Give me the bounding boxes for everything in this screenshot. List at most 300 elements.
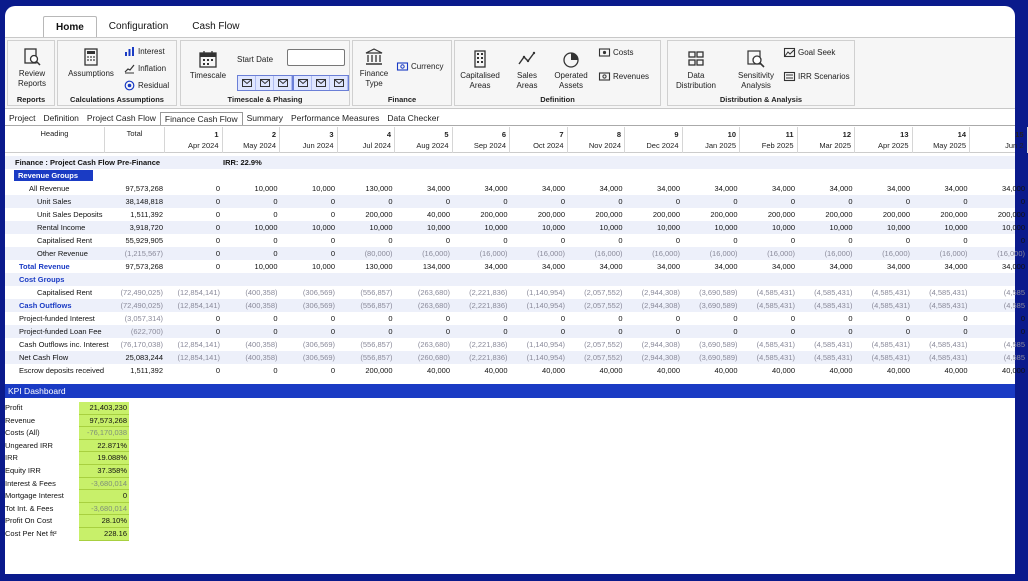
table-cell[interactable]: 34,000 <box>887 184 910 193</box>
kpi-value[interactable]: -3,680,014 <box>79 478 129 491</box>
table-row[interactable] <box>5 182 1025 195</box>
table-cell[interactable]: 0 <box>273 327 278 336</box>
finance-type-button[interactable] <box>356 47 392 89</box>
table-cell[interactable]: 200,000 <box>480 210 508 219</box>
table-cell[interactable]: (2,221,836) <box>469 288 508 297</box>
table-cell[interactable]: 0 <box>848 236 853 245</box>
table-cell[interactable]: (2,944,308) <box>641 301 680 310</box>
kpi-dashboard <box>5 398 1015 574</box>
table-cell[interactable]: (2,221,836) <box>469 301 508 310</box>
table-cell[interactable]: (12,854,141) <box>177 301 220 310</box>
table-row[interactable] <box>5 325 1025 338</box>
period-number: 11 <box>785 130 794 139</box>
table-cell[interactable]: 0 <box>330 249 335 258</box>
table-row[interactable] <box>5 299 1025 312</box>
table-cell[interactable]: (3,690,589) <box>699 353 738 362</box>
sheet-tab-project[interactable]: Project <box>9 113 36 123</box>
table-cell[interactable]: 200,000 <box>882 210 910 219</box>
table-row[interactable] <box>5 351 1025 364</box>
table-cell[interactable]: 200,000 <box>940 210 968 219</box>
capitalised-areas-label: Capitalised Areas <box>460 71 500 90</box>
table-cell[interactable]: (4,585,431) <box>929 288 968 297</box>
table-cell[interactable]: 10,000 <box>427 223 450 232</box>
table-cell[interactable]: 40,000 <box>427 366 450 375</box>
table-cell[interactable]: 0 <box>905 314 910 323</box>
table-cell[interactable]: 0 <box>618 236 623 245</box>
table-cell[interactable]: (16,000) <box>594 249 623 258</box>
table-cell[interactable]: (2,221,836) <box>469 340 508 349</box>
table-cell[interactable]: 10,000 <box>312 262 335 271</box>
kpi-value[interactable]: 19.088% <box>79 452 129 465</box>
table-cell[interactable]: (2,944,308) <box>641 353 680 362</box>
table-cell[interactable]: (80,000) <box>364 249 393 258</box>
table-cell[interactable]: 134,000 <box>422 262 450 271</box>
table-cell[interactable]: (4,585,431) <box>756 301 795 310</box>
group-distribution <box>667 40 855 106</box>
revenues-button[interactable] <box>599 71 649 82</box>
table-row[interactable] <box>5 234 1025 247</box>
phase-button-4[interactable] <box>294 76 312 90</box>
table-cell[interactable]: 0 <box>790 236 795 245</box>
table-cell[interactable]: 200,000 <box>767 210 795 219</box>
kpi-value[interactable]: 28.10% <box>79 515 129 528</box>
table-cell[interactable]: 34,000 <box>427 184 450 193</box>
table-cell[interactable]: (16,000) <box>767 249 795 258</box>
table-cell[interactable]: (400,358) <box>245 301 278 310</box>
table-cell[interactable]: 0 <box>273 366 278 375</box>
table-cell[interactable]: 0 <box>618 327 623 336</box>
table-cell[interactable]: 0 <box>273 314 278 323</box>
table-cell[interactable]: (4,585,431) <box>871 340 910 349</box>
table-cell[interactable]: 34,000 <box>484 262 508 271</box>
table-cell[interactable]: 0 <box>330 314 335 323</box>
table-cell[interactable]: 0 <box>388 314 393 323</box>
table-cell[interactable]: (16,000) <box>479 249 508 258</box>
start-date-input[interactable] <box>287 49 345 66</box>
table-cell[interactable]: (263,680) <box>417 340 450 349</box>
table-cell[interactable]: 34,000 <box>599 262 623 271</box>
sensitivity-analysis-button[interactable] <box>734 49 778 91</box>
residual-button[interactable] <box>124 80 169 91</box>
table-cell[interactable]: 10,000 <box>254 262 278 271</box>
table-cell[interactable]: 34,000 <box>657 184 680 193</box>
table-cell[interactable]: 10,000 <box>254 223 278 232</box>
table-cell[interactable]: (4,585,431) <box>814 288 853 297</box>
table-cell[interactable]: (3,690,589) <box>699 288 738 297</box>
table-cell[interactable]: (2,057,552) <box>584 288 623 297</box>
table-cell[interactable]: 0 <box>273 236 278 245</box>
period-number: 6 <box>501 130 506 139</box>
table-cell[interactable]: 0 <box>733 236 738 245</box>
inflation-button[interactable] <box>124 63 166 74</box>
start-date-label: Start Date <box>237 55 274 64</box>
sheet-tab-data-checker[interactable]: Data Checker <box>387 113 440 123</box>
row-total: 1,511,392 <box>130 210 163 219</box>
table-cell[interactable]: 10,000 <box>312 223 335 232</box>
period-date: Jun 2024 <box>302 141 334 150</box>
table-cell[interactable]: 40,000 <box>1002 366 1025 375</box>
table-cell[interactable]: 0 <box>790 314 795 323</box>
tab-configuration[interactable]: Configuration <box>108 21 169 32</box>
table-cell[interactable]: 0 <box>733 314 738 323</box>
group-timescale <box>180 40 350 106</box>
table-cell[interactable]: 0 <box>963 236 968 245</box>
table-cell[interactable]: (400,358) <box>245 340 278 349</box>
table-cell[interactable]: 0 <box>273 249 278 258</box>
table-cell[interactable]: 0 <box>733 327 738 336</box>
table-cell[interactable]: (4,585,431) <box>871 288 910 297</box>
table-cell[interactable]: 40,000 <box>657 366 680 375</box>
table-cell[interactable]: 0 <box>503 197 508 206</box>
period-column-header <box>855 127 913 153</box>
tab-cash-flow[interactable]: Cash Flow <box>192 21 240 32</box>
table-cell[interactable]: 0 <box>503 314 508 323</box>
table-cell[interactable]: 10,000 <box>254 184 278 193</box>
sheet-tab-definition[interactable]: Definition <box>43 113 79 123</box>
group-label-timescale: Timescale & Phasing <box>227 95 303 104</box>
kpi-label: Revenue <box>5 415 36 425</box>
table-cell[interactable]: 34,000 <box>542 262 565 271</box>
sheet-tab-performance-measures[interactable]: Performance Measures <box>291 113 380 123</box>
table-cell[interactable]: (4,585,431) <box>756 340 795 349</box>
table-cell[interactable]: 200,000 <box>997 210 1025 219</box>
table-cell[interactable]: 0 <box>330 210 335 219</box>
table-cell[interactable]: 0 <box>790 197 795 206</box>
table-row[interactable] <box>5 169 1015 182</box>
table-cell[interactable]: 0 <box>618 197 623 206</box>
table-cell[interactable]: 10,000 <box>944 223 968 232</box>
kpi-value[interactable]: 97,573,268 <box>79 415 129 428</box>
sheet-tab-finance-cash-flow[interactable]: Finance Cash Flow <box>160 112 243 125</box>
row-total: 38,148,818 <box>125 197 163 206</box>
table-cell[interactable]: (4,585,431) <box>929 340 968 349</box>
table-cell[interactable]: (4,585 <box>1003 340 1025 349</box>
table-row[interactable] <box>5 195 1025 208</box>
table-cell[interactable]: (2,057,552) <box>584 340 623 349</box>
kpi-value[interactable]: -76,170,038 <box>79 427 129 440</box>
table-cell[interactable]: 200,000 <box>652 210 680 219</box>
table-cell[interactable]: 0 <box>388 197 393 206</box>
timescale-button[interactable] <box>185 49 231 81</box>
table-cell[interactable]: 0 <box>330 197 335 206</box>
app-window <box>5 6 1025 574</box>
table-cell[interactable]: (306,569) <box>302 288 335 297</box>
table-cell[interactable]: 0 <box>215 184 220 193</box>
table-cell[interactable]: 0 <box>503 327 508 336</box>
table-cell[interactable]: 0 <box>848 314 853 323</box>
table-cell[interactable]: 0 <box>388 327 393 336</box>
table-cell[interactable]: 34,000 <box>714 262 738 271</box>
table-cell[interactable]: (4,585,431) <box>814 340 853 349</box>
table-cell[interactable]: 130,000 <box>365 184 393 193</box>
table-cell[interactable]: 0 <box>215 262 220 271</box>
phase-button-5[interactable] <box>312 76 330 90</box>
table-cell[interactable]: 40,000 <box>772 366 795 375</box>
table-cell[interactable]: 40,000 <box>714 366 738 375</box>
table-cell[interactable]: (4,585,431) <box>929 301 968 310</box>
table-cell[interactable]: 0 <box>1020 197 1025 206</box>
table-cell[interactable]: (12,854,141) <box>177 288 220 297</box>
interest-button[interactable] <box>124 46 165 57</box>
table-cell[interactable]: 200,000 <box>537 210 565 219</box>
table-cell[interactable]: 0 <box>905 236 910 245</box>
table-cell[interactable]: (1,140,954) <box>526 353 565 362</box>
table-cell[interactable]: 0 <box>675 197 680 206</box>
table-cell[interactable]: 0 <box>445 327 450 336</box>
table-cell[interactable]: 0 <box>330 327 335 336</box>
table-cell[interactable]: 10,000 <box>484 223 508 232</box>
table-cell[interactable]: 10,000 <box>369 223 393 232</box>
table-cell[interactable]: 34,000 <box>944 184 968 193</box>
table-cell[interactable]: (4,585,431) <box>756 288 795 297</box>
period-number: 4 <box>386 130 391 139</box>
table-cell[interactable]: (16,000) <box>939 249 968 258</box>
table-cell[interactable]: 0 <box>215 314 220 323</box>
table-cell[interactable]: (16,000) <box>652 249 680 258</box>
table-cell[interactable]: 10,000 <box>1002 223 1025 232</box>
table-cell[interactable]: 10,000 <box>657 223 680 232</box>
table-cell[interactable]: 34,000 <box>714 184 738 193</box>
table-cell[interactable]: 0 <box>790 327 795 336</box>
table-cell[interactable]: 0 <box>445 236 450 245</box>
assumptions-button[interactable] <box>64 47 118 79</box>
heading-column-header: Heading <box>5 127 105 153</box>
table-cell[interactable]: (3,690,589) <box>699 340 738 349</box>
irr-scenarios-button[interactable] <box>784 71 850 82</box>
table-cell[interactable]: 0 <box>560 236 565 245</box>
table-cell[interactable]: (4,585 <box>1003 288 1025 297</box>
table-row[interactable] <box>5 260 1025 273</box>
table-cell[interactable]: 34,000 <box>829 184 853 193</box>
table-cell[interactable]: (16,000) <box>997 249 1025 258</box>
table-cell[interactable]: 130,000 <box>365 262 393 271</box>
table-cell[interactable]: 0 <box>445 314 450 323</box>
table-cell[interactable]: (2,057,552) <box>584 353 623 362</box>
kpi-value[interactable]: 22.871% <box>79 440 129 453</box>
table-cell[interactable]: 0 <box>503 236 508 245</box>
sales-areas-button[interactable] <box>507 49 547 91</box>
table-cell[interactable]: (4,585 <box>1003 353 1025 362</box>
table-cell[interactable]: 0 <box>1020 327 1025 336</box>
table-cell[interactable]: 0 <box>330 236 335 245</box>
table-cell[interactable]: 0 <box>215 327 220 336</box>
period-date: Dec 2024 <box>646 141 679 150</box>
table-cell[interactable]: 10,000 <box>772 223 795 232</box>
table-cell[interactable]: 34,000 <box>829 262 853 271</box>
table-cell[interactable]: (4,585,431) <box>814 301 853 310</box>
table-cell[interactable]: (12,854,141) <box>177 340 220 349</box>
table-row[interactable] <box>5 364 1025 377</box>
table-cell[interactable]: 10,000 <box>829 223 853 232</box>
table-cell[interactable]: 34,000 <box>944 262 968 271</box>
kpi-value[interactable]: 0 <box>79 490 129 503</box>
group-definition <box>454 40 661 106</box>
table-cell[interactable]: (4,585,431) <box>814 353 853 362</box>
table-cell[interactable]: 0 <box>330 366 335 375</box>
capitalised-areas-button[interactable] <box>457 49 503 91</box>
costs-button[interactable] <box>599 47 633 58</box>
table-cell[interactable]: 40,000 <box>887 366 910 375</box>
table-cell[interactable]: (556,857) <box>360 301 393 310</box>
table-cell[interactable]: 0 <box>273 197 278 206</box>
table-cell[interactable]: (1,140,954) <box>526 301 565 310</box>
table-cell[interactable]: (2,221,836) <box>469 353 508 362</box>
table-cell[interactable]: (400,358) <box>245 353 278 362</box>
table-cell[interactable]: (2,944,308) <box>641 288 680 297</box>
table-cell[interactable]: (16,000) <box>882 249 910 258</box>
table-cell[interactable]: 0 <box>560 314 565 323</box>
table-cell[interactable]: 34,000 <box>772 184 795 193</box>
table-cell[interactable]: 10,000 <box>714 223 738 232</box>
goal-seek-button[interactable] <box>784 47 835 58</box>
table-cell[interactable]: 200,000 <box>365 366 393 375</box>
table-row[interactable] <box>5 273 1015 286</box>
table-row[interactable] <box>5 338 1025 351</box>
table-cell[interactable]: 40,000 <box>944 366 968 375</box>
table-cell[interactable]: 0 <box>963 327 968 336</box>
table-cell[interactable]: (16,000) <box>537 249 565 258</box>
table-cell[interactable]: 34,000 <box>1002 262 1025 271</box>
table-cell[interactable]: 34,000 <box>542 184 565 193</box>
table-cell[interactable]: 40,000 <box>542 366 565 375</box>
grid-icon <box>686 49 706 69</box>
table-cell[interactable]: (1,140,954) <box>526 288 565 297</box>
table-cell[interactable]: 200,000 <box>595 210 623 219</box>
table-cell[interactable]: 34,000 <box>887 262 910 271</box>
table-cell[interactable]: 40,000 <box>829 366 853 375</box>
table-cell[interactable]: 200,000 <box>825 210 853 219</box>
table-cell[interactable]: 40,000 <box>599 366 623 375</box>
table-cell[interactable]: 0 <box>215 223 220 232</box>
table-cell[interactable]: 0 <box>848 197 853 206</box>
table-cell[interactable]: 0 <box>675 327 680 336</box>
table-cell[interactable]: (306,569) <box>302 301 335 310</box>
table-row[interactable] <box>5 221 1025 234</box>
table-cell[interactable]: 0 <box>215 249 220 258</box>
table-cell[interactable]: (16,000) <box>709 249 738 258</box>
table-cell[interactable]: 0 <box>733 197 738 206</box>
table-cell[interactable]: (2,057,552) <box>584 301 623 310</box>
table-row[interactable] <box>5 312 1025 325</box>
table-cell[interactable]: 0 <box>1020 236 1025 245</box>
table-cell[interactable]: 34,000 <box>484 184 508 193</box>
image-icon <box>784 47 795 58</box>
table-cell[interactable]: 0 <box>905 327 910 336</box>
table-cell[interactable]: (556,857) <box>360 340 393 349</box>
table-cell[interactable]: 0 <box>215 236 220 245</box>
table-cell[interactable]: (3,690,589) <box>699 301 738 310</box>
table-cell[interactable]: 0 <box>848 327 853 336</box>
table-cell[interactable]: (400,358) <box>245 288 278 297</box>
kpi-row <box>5 528 129 541</box>
table-cell[interactable]: (4,585,431) <box>871 353 910 362</box>
table-cell[interactable]: 0 <box>273 210 278 219</box>
table-cell[interactable]: 34,000 <box>599 184 623 193</box>
table-cell[interactable]: (2,944,308) <box>641 340 680 349</box>
currency-button[interactable] <box>397 61 443 72</box>
table-cell[interactable]: 200,000 <box>710 210 738 219</box>
table-cell[interactable]: 34,000 <box>772 262 795 271</box>
table-row[interactable] <box>5 286 1025 299</box>
kpi-row <box>5 478 129 491</box>
table-cell[interactable]: (4,585 <box>1003 301 1025 310</box>
table-cell[interactable]: 0 <box>215 366 220 375</box>
operated-assets-button[interactable] <box>549 49 593 91</box>
table-cell[interactable]: 10,000 <box>312 184 335 193</box>
kpi-value[interactable]: 37.358% <box>79 465 129 478</box>
table-cell[interactable]: (306,569) <box>302 353 335 362</box>
table-cell[interactable]: 0 <box>215 197 220 206</box>
table-cell[interactable]: 10,000 <box>887 223 910 232</box>
table-cell[interactable]: 0 <box>675 236 680 245</box>
table-cell[interactable]: (260,680) <box>417 353 450 362</box>
kpi-value[interactable]: -3,680,014 <box>79 503 129 516</box>
revenues-label: Revenues <box>613 72 650 81</box>
kpi-value[interactable]: 21,403,230 <box>79 402 129 415</box>
period-date: May 2024 <box>243 141 276 150</box>
table-cell[interactable]: 10,000 <box>542 223 565 232</box>
table-cell[interactable]: (16,000) <box>824 249 853 258</box>
table-cell[interactable]: 200,000 <box>365 210 393 219</box>
phase-button-1[interactable] <box>238 76 256 90</box>
table-cell[interactable]: 0 <box>560 197 565 206</box>
table-cell[interactable]: 0 <box>963 197 968 206</box>
table-cell[interactable]: 0 <box>618 314 623 323</box>
table-cell[interactable]: 0 <box>560 327 565 336</box>
tab-home[interactable]: Home <box>43 16 97 38</box>
table-cell[interactable]: 0 <box>388 236 393 245</box>
period-column-header <box>913 127 971 153</box>
phase-button-3[interactable] <box>274 76 292 90</box>
table-cell[interactable]: 0 <box>963 314 968 323</box>
table-cell[interactable]: (263,680) <box>417 301 450 310</box>
table-cell[interactable]: 34,000 <box>657 262 680 271</box>
period-column-header <box>510 127 568 153</box>
table-cell[interactable]: 34,000 <box>1002 184 1025 193</box>
table-cell[interactable]: 0 <box>445 197 450 206</box>
table-cell[interactable]: (4,585,431) <box>871 301 910 310</box>
table-cell[interactable]: 0 <box>675 314 680 323</box>
table-cell[interactable]: (16,000) <box>422 249 450 258</box>
kpi-label: Mortgage Interest <box>5 491 64 501</box>
table-cell[interactable]: 0 <box>905 197 910 206</box>
table-row[interactable] <box>5 247 1025 260</box>
table-cell[interactable]: (556,857) <box>360 288 393 297</box>
table-cell[interactable]: 40,000 <box>484 366 508 375</box>
table-cell[interactable]: 0 <box>1020 314 1025 323</box>
review-reports-button[interactable] <box>12 47 52 89</box>
table-cell[interactable]: (4,585,431) <box>929 353 968 362</box>
kpi-value[interactable]: 228.16 <box>79 528 129 541</box>
table-cell[interactable]: (306,569) <box>302 340 335 349</box>
table-cell[interactable]: (1,140,954) <box>526 340 565 349</box>
table-cell[interactable]: 0 <box>215 210 220 219</box>
finance-type-label: Finance Type <box>359 69 389 88</box>
table-cell[interactable]: (556,857) <box>360 353 393 362</box>
table-cell[interactable]: 40,000 <box>427 210 450 219</box>
sheet-tab-project-cash-flow[interactable]: Project Cash Flow <box>86 113 156 123</box>
phase-button-2[interactable] <box>256 76 274 90</box>
table-cell[interactable]: (263,680) <box>417 288 450 297</box>
table-cell[interactable]: 10,000 <box>599 223 623 232</box>
table-cell[interactable]: (4,585,431) <box>756 353 795 362</box>
phase-button-6[interactable] <box>330 76 348 90</box>
data-distribution-button[interactable] <box>672 49 720 91</box>
table-row[interactable] <box>5 208 1025 221</box>
table-cell[interactable]: (12,854,141) <box>177 353 220 362</box>
period-number: 1 <box>214 130 219 139</box>
sheet-tab-summary[interactable]: Summary <box>246 113 284 123</box>
